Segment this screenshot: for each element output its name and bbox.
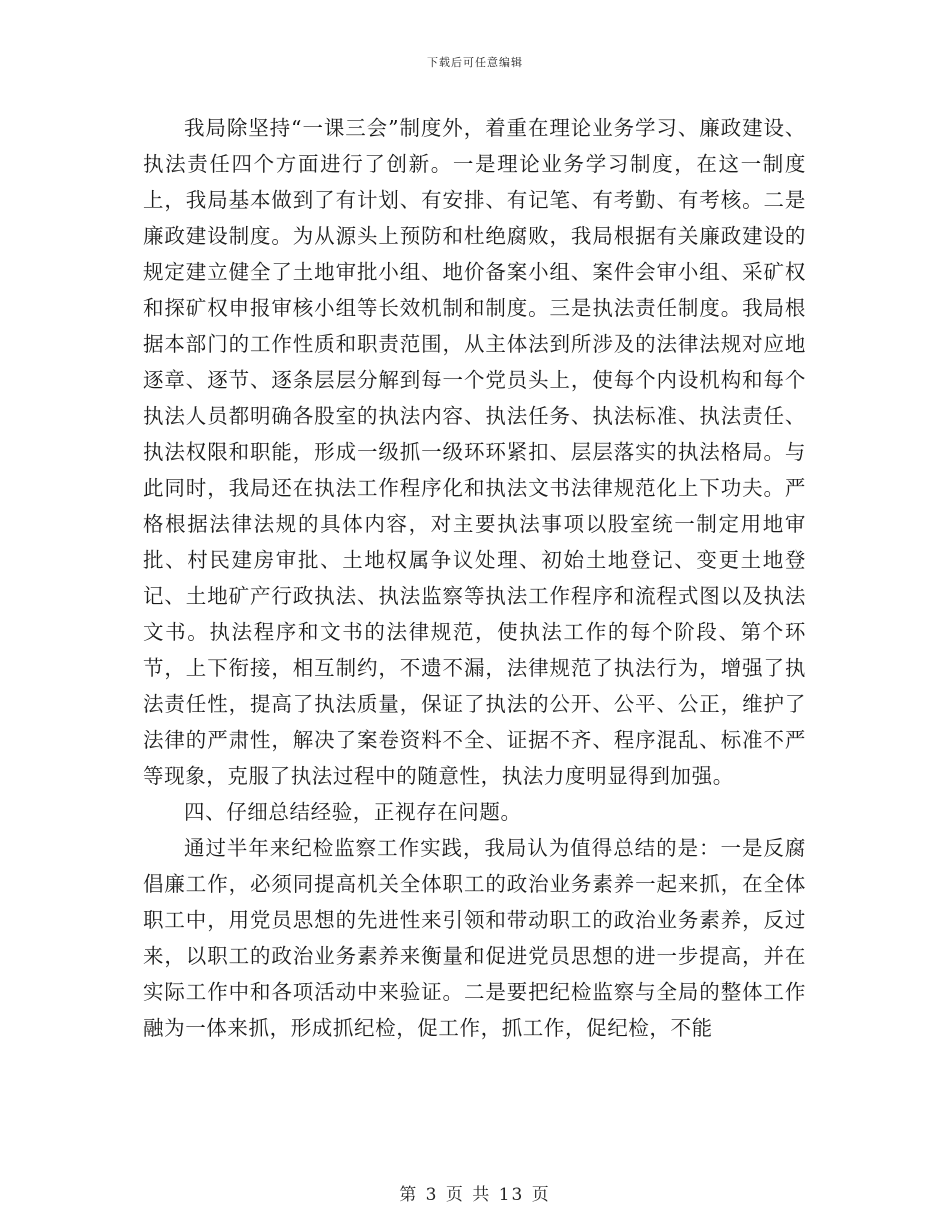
footer-prefix: 第 <box>399 1185 419 1205</box>
current-page-number: 3 <box>425 1185 439 1205</box>
footer-middle: 页 共 <box>445 1185 492 1205</box>
header-text: 下载后可任意编辑 <box>427 56 523 69</box>
section-heading: 四、仔细总结经验，正视存在问题。 <box>184 800 522 824</box>
page-footer <box>0 1180 950 1205</box>
body-paragraph: 通过半年来纪检监察工作实践，我局认为值得总结的是：一是反腐倡廉工作，必须同提高机关全体职工的政治业务素养一起来抓，在全体职工中，用党员思想的先进性来引领和带动职工的政治业务素养，反过来，以职工的政治业务素养来衡量和促进党员思想的进一步提高，并在实际工作中和各项活动中来验证。二是要把纪检监察与全局的整体工作融为一体来抓，形成抓纪检，促工作，抓工作，促纪检，不能 <box>143 836 806 1040</box>
document-body <box>143 110 806 1046</box>
footer-suffix: 页 <box>531 1185 551 1205</box>
body-paragraph: 我局除坚持“一课三会”制度外，着重在理论业务学习、廉政建设、执法责任四个方面进行了创新。一是理论业务学习制度，在这一制度上，我局基本做到了有计划、有安排、有记笔、有考勤、有考核。二是廉政建设制度。为从源头上预防和杜绝腐败，我局根据有关廉政建设的规定建立健全了土地审批小组、地价备案小组、案件会审小组、采矿权和探矿权申报审核小组等长效机制和制度。三是执法责任制度。我局根据本部门的工作性质和职责范围，从主体法到所涉及的法律法规对应地逐章、逐节、逐条层层分解到每一个党员头上，使每个内设机构和每个执法人员都明确各股室的执法内容、执法任务、执法标准、执法责任、执法权限和职能，形成一级抓一级环环紧扣、层层落实的执法格局。与此同时，我局还在执法工作程序化和执法文书法律规范化上下功夫。严格根据法律法规的具体内容，对主要执法事项以股室统一制定用地审批、村民建房审批、土地权属争议处理、初始土地登记、变更土地登记、土地矿产行政执法、执法监察等执法工作程序和流程式图以及执法文书。执法程序和文书的法律规范，使执法工作的每个阶段、第个环节，上下衔接，相互制约，不遗不漏，法律规范了执法行为，增强了执法责任性，提高了执法质量，保证了执法的公开、公平、公正，维护了法律的严肃性，解决了案卷资料不全、证据不齐、程序混乱、标准不严等现象，克服了执法过程中的随意性，执法力度明显得到加强。 <box>143 116 806 788</box>
page-header <box>0 54 950 70</box>
total-pages-number: 13 <box>498 1185 525 1205</box>
